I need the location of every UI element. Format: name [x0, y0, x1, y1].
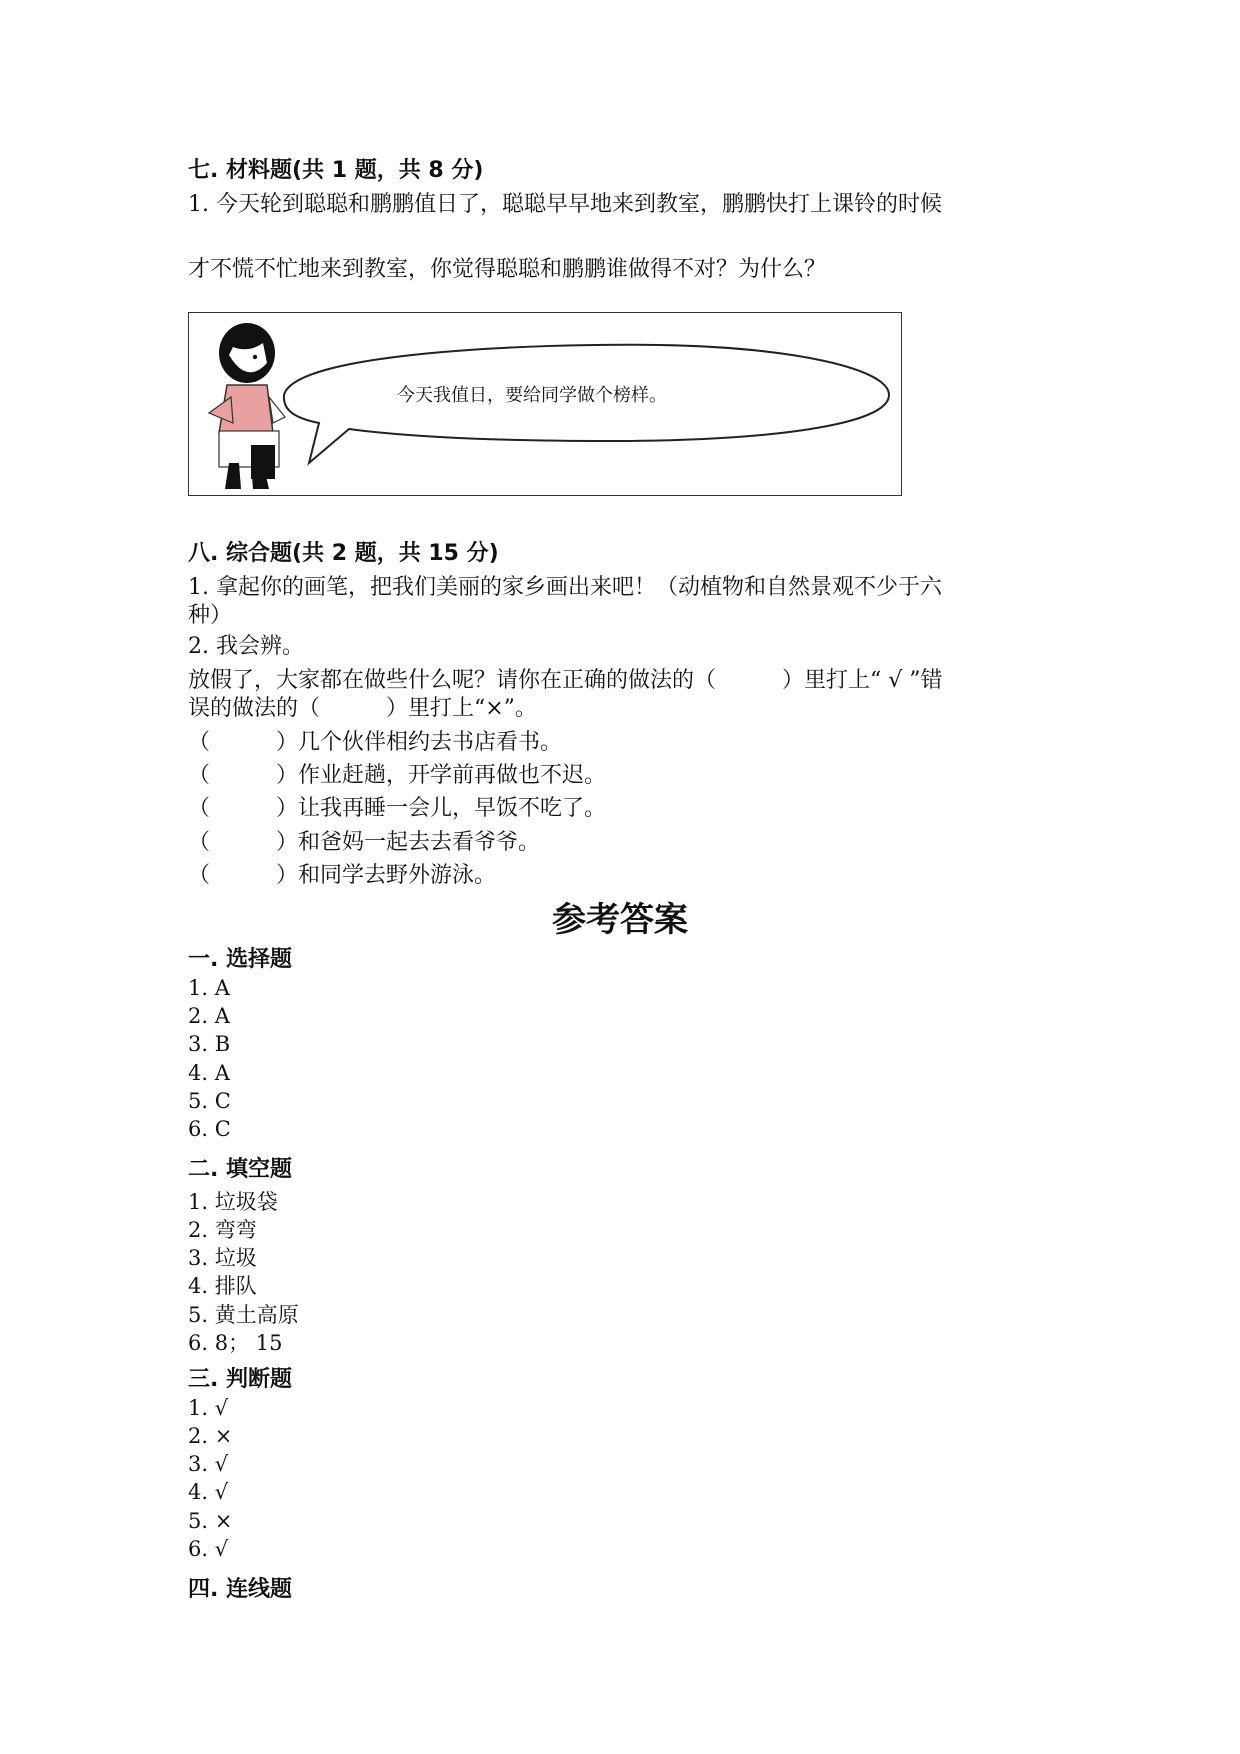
speech-bubble-text: 今天我值日，要给同学做个榜样。	[397, 385, 667, 406]
answer-item: 5. 黄土高原	[188, 1303, 299, 1327]
answer-item: 1. 垃圾袋	[188, 1190, 278, 1214]
answer-item: 4. A	[188, 1061, 230, 1085]
answers-title: 参考答案	[552, 900, 688, 940]
section-7-question-1-line-2: 才不慌不忙地来到教室，你觉得聪聪和鹏鹏谁做得不对？为什么？	[188, 257, 827, 282]
answers-section-3-heading: 三. 判断题	[188, 1367, 293, 1392]
judgement-item: （ ）和爸妈一起去去看爷爷。	[188, 830, 541, 855]
answer-item: 6. √	[188, 1537, 229, 1561]
girl-figure-icon	[209, 323, 285, 489]
answer-item: 2. A	[188, 1004, 230, 1028]
answer-item: 4. 排队	[188, 1274, 257, 1298]
answers-section-2-heading: 二. 填空题	[188, 1157, 293, 1182]
answer-item: 3. B	[188, 1032, 231, 1056]
answer-item: 6. C	[188, 1117, 231, 1141]
answers-section-1-heading: 一. 选择题	[188, 947, 293, 972]
answers-section-4-heading: 四. 连线题	[188, 1577, 293, 1602]
section-7-question-1-line-1: 1. 今天轮到聪聪和鹏鹏值日了，聪聪早早地来到教室，鹏鹏快打上课铃的时候	[188, 192, 942, 217]
section-8-question-1-line-2: 种）	[188, 603, 233, 628]
answer-item: 3. √	[188, 1452, 229, 1476]
answer-item: 3. 垃圾	[188, 1246, 257, 1270]
section-8-question-2: 2. 我会辨。	[188, 634, 304, 659]
answer-item: 6. 8； 15	[188, 1331, 283, 1355]
section-8-question-1-line-1: 1. 拿起你的画笔，把我们美丽的家乡画出来吧！（动植物和自然景观不少于六	[188, 575, 942, 600]
section-8-heading: 八. 综合题(共 2 题，共 15 分)	[188, 541, 499, 566]
judgement-item: （ ）和同学去野外游泳。	[188, 863, 497, 888]
answer-item: 2. 弯弯	[188, 1218, 257, 1242]
judgement-item: （ ）几个伙伴相约去书店看书。	[188, 730, 563, 755]
answer-item: 5. C	[188, 1089, 231, 1113]
illustration-frame	[188, 312, 902, 496]
section-8-instruction-line-1: 放假了，大家都在做些什么呢？请你在正确的做法的（ ）里打上“ √ ”错	[188, 668, 943, 693]
answer-item: 5. ×	[188, 1509, 233, 1533]
answer-item: 2. ×	[188, 1424, 233, 1448]
answer-item: 4. √	[188, 1480, 229, 1504]
answer-item: 1. A	[188, 976, 230, 1000]
judgement-item: （ ）作业赶趟，开学前再做也不迟。	[188, 763, 607, 788]
judgement-item: （ ）让我再睡一会儿，早饭不吃了。	[188, 796, 607, 821]
answer-item: 1. √	[188, 1396, 229, 1420]
section-7-heading: 七. 材料题(共 1 题，共 8 分)	[188, 158, 484, 183]
section-8-instruction-line-2: 误的做法的（ ）里打上“×”。	[188, 696, 537, 721]
